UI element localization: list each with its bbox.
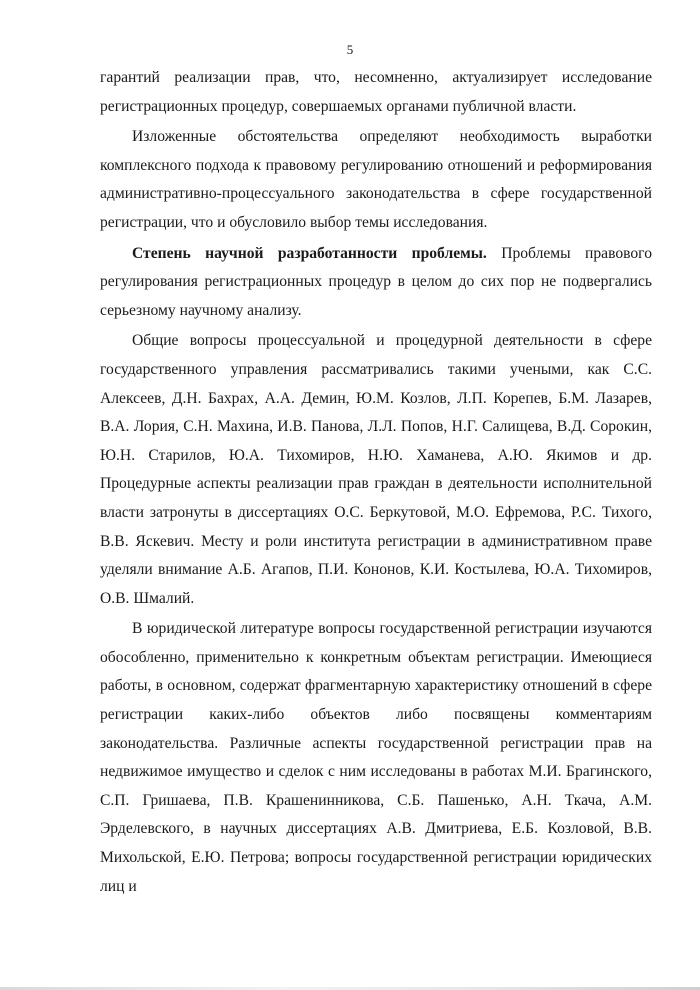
- paragraph-circumstances: Изложенные обстоятельства определяют необходимость выработки комплексного подхода к правовому регулированию отношений и реформирования административно-процессуального законодательства в сфере государственной регистрации, что и обусловило выбор темы исследования.: [100, 128, 652, 231]
- paragraph-continuation: гарантий реализации прав, что, несомненно, актуализирует исследование регистрационных процедур, совершаемых органами публичной власти.: [100, 69, 652, 115]
- body-text: [100, 64, 652, 903]
- paragraph-research-degree-text: Проблемы правового регулирования регистрационных процедур в целом до сих пор не подвергались серьезному научному анализу.: [100, 244, 652, 319]
- paragraph-general-questions: Общие вопросы процессуальной и процедурной деятельности в сфере государственного управления рассматривались такими учеными, как С.С. Алексеев, Д.Н. Бахрах, А.А. Демин, Ю.М. Козлов, Л.П. Корепев, Б.М. Лазарев, В.А. Лория, С.Н. Махина, И.В. Панова, Л.Л. Попов, Н.Г. Салищева, В.Д. Сорокин, Ю.Н. Старилов, Ю.А. Тихомиров, Н.Ю. Хаманева, А.Ю. Якимов и др. Процедурные аспекты реализации прав граждан в деятельности исполнительной власти затронуты в диссертациях О.С. Беркутовой, М.О. Ефремова, Р.С. Тихого, В.В. Яскевич. Месту и роли института регистрации в административном праве уделяли внимание А.Б. Агапов, П.И. Кононов, К.И. Костылева, Ю.А. Тихомиров, О.В. Шмалий.: [100, 332, 652, 607]
- paragraph-legal-literature: В юридической литературе вопросы государственной регистрации изучаются обособленно, применительно к конкретным объектам регистрации. Имеющиеся работы, в основном, содержат фрагментарную характеристику отношений в сфере регистрации каких-либо объектов либо посвящены комментариям законодательства. Различные аспекты государственной регистрации прав на недвижимое имущество и сделок с ним исследованы в работах М.И. Брагинского, С.П. Гришаева, П.В. Крашенинникова, С.Б. Пашенько, А.Н. Ткача, А.М. Эрделевского, в научных диссертациях А.В. Дмитриева, Е.Б. Козловой, В.В. Михольской, Е.Ю. Петрова; вопросы государственной регистрации юридических лиц и: [100, 620, 652, 895]
- section-heading: Степень научной разработанности проблемы.: [132, 244, 487, 262]
- paragraph-research-degree: [100, 240, 652, 326]
- page-number: 5: [346, 42, 354, 57]
